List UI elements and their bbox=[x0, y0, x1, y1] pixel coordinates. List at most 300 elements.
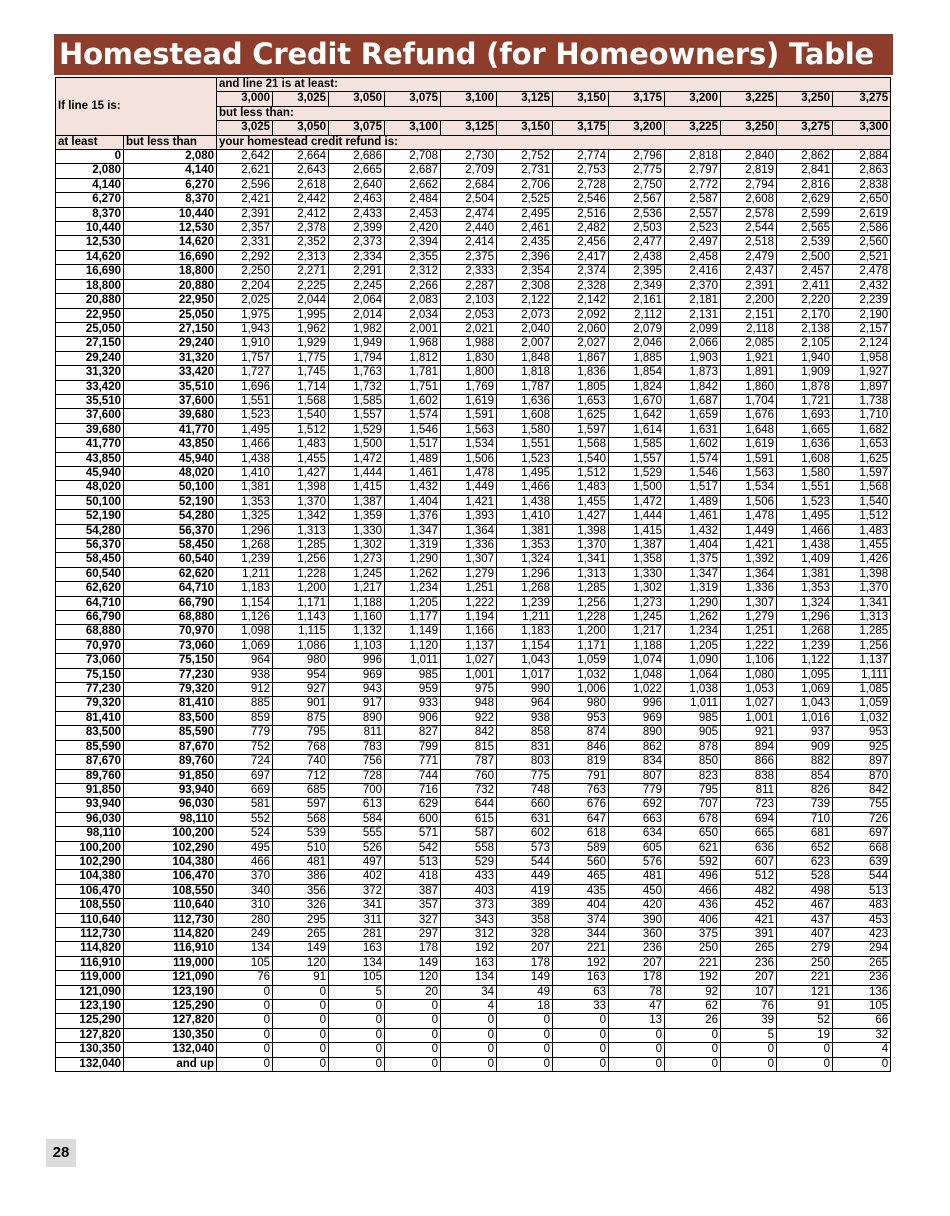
line15-less-than-cell: 41,770 bbox=[124, 423, 217, 437]
refund-amount-cell: 882 bbox=[777, 755, 833, 769]
table-row bbox=[56, 438, 891, 452]
refund-amount-cell: 2,608 bbox=[721, 193, 777, 207]
refund-amount-cell: 120 bbox=[273, 956, 329, 970]
refund-amount-cell: 878 bbox=[665, 740, 721, 754]
refund-amount-cell: 0 bbox=[665, 1057, 721, 1071]
table-row bbox=[56, 841, 891, 855]
refund-amount-cell: 629 bbox=[385, 798, 441, 812]
refund-amount-cell: 2,456 bbox=[553, 236, 609, 250]
line15-at-least-cell: 91,850 bbox=[56, 783, 124, 797]
refund-label: your homestead credit refund is: bbox=[217, 135, 891, 149]
refund-amount-cell: 1,353 bbox=[497, 539, 553, 553]
refund-amount-cell: 1,353 bbox=[777, 582, 833, 596]
refund-amount-cell: 1,854 bbox=[609, 366, 665, 380]
refund-amount-cell: 623 bbox=[777, 855, 833, 869]
refund-amount-cell: 665 bbox=[721, 827, 777, 841]
refund-amount-cell: 1,738 bbox=[833, 394, 891, 408]
table-row bbox=[56, 639, 891, 653]
refund-amount-cell: 811 bbox=[329, 726, 385, 740]
refund-amount-cell: 2,373 bbox=[329, 236, 385, 250]
refund-amount-cell: 1,500 bbox=[609, 481, 665, 495]
refund-amount-cell: 2,034 bbox=[385, 308, 441, 322]
refund-amount-cell: 1,438 bbox=[217, 452, 273, 466]
refund-amount-cell: 819 bbox=[553, 755, 609, 769]
refund-amount-cell: 373 bbox=[441, 899, 497, 913]
refund-amount-cell: 1,842 bbox=[665, 380, 721, 394]
refund-amount-cell: 2,477 bbox=[609, 236, 665, 250]
refund-amount-cell: 1,302 bbox=[329, 539, 385, 553]
line21-less-than-value: 3,075 bbox=[329, 121, 385, 135]
line15-less-than-cell: 62,620 bbox=[124, 567, 217, 581]
refund-amount-cell: 2,862 bbox=[777, 150, 833, 164]
refund-amount-cell: 2,557 bbox=[665, 207, 721, 221]
refund-amount-cell: 1,614 bbox=[609, 423, 665, 437]
line21-less-than-value: 3,025 bbox=[217, 121, 273, 135]
refund-amount-cell: 149 bbox=[385, 956, 441, 970]
refund-amount-cell: 560 bbox=[553, 855, 609, 869]
refund-amount-cell: 2,245 bbox=[329, 279, 385, 293]
line15-less-than-cell: 121,090 bbox=[124, 971, 217, 985]
refund-amount-cell: 799 bbox=[385, 740, 441, 754]
line15-less-than-cell: 33,420 bbox=[124, 366, 217, 380]
refund-amount-cell: 2,797 bbox=[665, 164, 721, 178]
line15-at-least-cell: 52,190 bbox=[56, 510, 124, 524]
table-row bbox=[56, 409, 891, 423]
refund-amount-cell: 236 bbox=[609, 942, 665, 956]
refund-amount-cell: 419 bbox=[497, 884, 553, 898]
refund-amount-cell: 1,098 bbox=[217, 625, 273, 639]
refund-amount-cell: 613 bbox=[329, 798, 385, 812]
refund-amount-cell: 636 bbox=[721, 841, 777, 855]
refund-amount-cell: 2,124 bbox=[833, 337, 891, 351]
refund-amount-cell: 402 bbox=[329, 870, 385, 884]
refund-amount-cell: 1,929 bbox=[273, 337, 329, 351]
line15-less-than-cell: 27,150 bbox=[124, 322, 217, 336]
refund-amount-cell: 26 bbox=[665, 1014, 721, 1028]
refund-amount-cell: 49 bbox=[497, 985, 553, 999]
refund-amount-cell: 436 bbox=[665, 899, 721, 913]
refund-amount-cell: 2,292 bbox=[217, 250, 273, 264]
refund-amount-cell: 1,290 bbox=[665, 596, 721, 610]
refund-amount-cell: 1,285 bbox=[273, 539, 329, 553]
refund-amount-cell: 0 bbox=[273, 985, 329, 999]
refund-amount-cell: 2,495 bbox=[497, 207, 553, 221]
refund-amount-cell: 1,427 bbox=[553, 510, 609, 524]
line15-at-least-cell: 50,100 bbox=[56, 495, 124, 509]
refund-amount-cell: 105 bbox=[833, 1000, 891, 1014]
line15-at-least-cell: 108,550 bbox=[56, 899, 124, 913]
refund-amount-cell: 985 bbox=[385, 668, 441, 682]
refund-amount-cell: 2,731 bbox=[497, 164, 553, 178]
refund-amount-cell: 1,234 bbox=[665, 625, 721, 639]
refund-amount-cell: 676 bbox=[553, 798, 609, 812]
refund-amount-cell: 581 bbox=[217, 798, 273, 812]
refund-amount-cell: 866 bbox=[721, 755, 777, 769]
table-row bbox=[56, 164, 891, 178]
refund-amount-cell: 1,848 bbox=[497, 351, 553, 365]
refund-amount-cell: 1,619 bbox=[441, 394, 497, 408]
refund-amount-cell: 663 bbox=[609, 812, 665, 826]
refund-amount-cell: 707 bbox=[665, 798, 721, 812]
refund-amount-cell: 387 bbox=[385, 884, 441, 898]
refund-amount-cell: 1,404 bbox=[665, 539, 721, 553]
refund-amount-cell: 2,432 bbox=[833, 279, 891, 293]
table-row bbox=[56, 855, 891, 869]
refund-amount-cell: 723 bbox=[721, 798, 777, 812]
refund-amount-cell: 2,105 bbox=[777, 337, 833, 351]
refund-amount-cell: 1,262 bbox=[665, 611, 721, 625]
refund-amount-cell: 953 bbox=[833, 726, 891, 740]
line15-at-least-cell: 110,640 bbox=[56, 913, 124, 927]
refund-amount-cell: 568 bbox=[273, 812, 329, 826]
refund-amount-cell: 644 bbox=[441, 798, 497, 812]
refund-amount-cell: 2,328 bbox=[553, 279, 609, 293]
refund-amount-cell: 1,115 bbox=[273, 625, 329, 639]
refund-amount-cell: 2,375 bbox=[441, 250, 497, 264]
refund-amount-cell: 1,122 bbox=[777, 654, 833, 668]
refund-amount-cell: 938 bbox=[217, 668, 273, 682]
refund-amount-cell: 1,551 bbox=[497, 438, 553, 452]
refund-amount-cell: 356 bbox=[273, 884, 329, 898]
refund-amount-cell: 1,370 bbox=[273, 495, 329, 509]
refund-amount-cell: 1,398 bbox=[553, 524, 609, 538]
refund-amount-cell: 922 bbox=[441, 711, 497, 725]
refund-amount-cell: 2,463 bbox=[329, 193, 385, 207]
refund-amount-cell: 1,540 bbox=[553, 452, 609, 466]
refund-amount-cell: 791 bbox=[553, 769, 609, 783]
line15-less-than-cell: 87,670 bbox=[124, 740, 217, 754]
table-row bbox=[56, 971, 891, 985]
line15-at-least-cell: 125,290 bbox=[56, 1014, 124, 1028]
refund-amount-cell: 779 bbox=[217, 726, 273, 740]
refund-amount-cell: 192 bbox=[553, 956, 609, 970]
refund-amount-cell: 980 bbox=[273, 654, 329, 668]
refund-amount-cell: 1,273 bbox=[609, 596, 665, 610]
refund-amount-cell: 2,503 bbox=[609, 222, 665, 236]
refund-amount-cell: 105 bbox=[217, 956, 273, 970]
refund-amount-cell: 1,557 bbox=[609, 452, 665, 466]
refund-amount-cell: 1,032 bbox=[553, 668, 609, 682]
line15-less-than-cell: 66,790 bbox=[124, 596, 217, 610]
at-least-column-header: at least bbox=[56, 135, 124, 149]
refund-amount-cell: 2,287 bbox=[441, 279, 497, 293]
refund-amount-cell: 2,516 bbox=[553, 207, 609, 221]
refund-amount-cell: 647 bbox=[553, 812, 609, 826]
line15-less-than-cell: 37,600 bbox=[124, 394, 217, 408]
refund-amount-cell: 1,188 bbox=[329, 596, 385, 610]
refund-amount-cell: 597 bbox=[273, 798, 329, 812]
refund-amount-cell: 280 bbox=[217, 913, 273, 927]
table-row bbox=[56, 683, 891, 697]
table-row bbox=[56, 697, 891, 711]
refund-amount-cell: 2,064 bbox=[329, 294, 385, 308]
refund-amount-cell: 875 bbox=[273, 711, 329, 725]
line15-at-least-cell: 83,500 bbox=[56, 726, 124, 740]
table-row bbox=[56, 596, 891, 610]
refund-amount-cell: 13 bbox=[609, 1014, 665, 1028]
refund-amount-cell: 2,841 bbox=[777, 164, 833, 178]
table-row bbox=[56, 539, 891, 553]
refund-amount-cell: 1,376 bbox=[385, 510, 441, 524]
refund-amount-cell: 281 bbox=[329, 927, 385, 941]
refund-amount-cell: 423 bbox=[833, 927, 891, 941]
refund-amount-cell: 178 bbox=[385, 942, 441, 956]
refund-amount-cell: 2,567 bbox=[609, 193, 665, 207]
refund-amount-cell: 207 bbox=[497, 942, 553, 956]
line15-at-least-cell: 123,190 bbox=[56, 1000, 124, 1014]
refund-amount-cell: 2,596 bbox=[217, 178, 273, 192]
refund-amount-cell: 1,495 bbox=[217, 423, 273, 437]
refund-amount-cell: 558 bbox=[441, 841, 497, 855]
refund-amount-cell: 2,536 bbox=[609, 207, 665, 221]
refund-amount-cell: 294 bbox=[833, 942, 891, 956]
line15-at-least-cell: 85,590 bbox=[56, 740, 124, 754]
refund-amount-cell: 1,177 bbox=[385, 611, 441, 625]
refund-amount-cell: 2,122 bbox=[497, 294, 553, 308]
line15-at-least-cell: 25,050 bbox=[56, 322, 124, 336]
line15-at-least-cell: 22,950 bbox=[56, 308, 124, 322]
refund-amount-cell: 1,489 bbox=[665, 495, 721, 509]
line15-at-least-cell: 12,530 bbox=[56, 236, 124, 250]
refund-amount-cell: 1,449 bbox=[721, 524, 777, 538]
refund-amount-cell: 1,461 bbox=[665, 510, 721, 524]
refund-amount-cell: 1,775 bbox=[273, 351, 329, 365]
refund-amount-cell: 526 bbox=[329, 841, 385, 855]
refund-amount-cell: 207 bbox=[609, 956, 665, 970]
refund-amount-cell: 1,222 bbox=[441, 596, 497, 610]
table-row bbox=[56, 827, 891, 841]
line15-at-least-cell: 68,880 bbox=[56, 625, 124, 639]
refund-amount-cell: 1,217 bbox=[329, 582, 385, 596]
refund-amount-cell: 1,648 bbox=[721, 423, 777, 437]
table-row bbox=[56, 567, 891, 581]
refund-amount-cell: 343 bbox=[441, 913, 497, 927]
table-row bbox=[56, 510, 891, 524]
table-row bbox=[56, 956, 891, 970]
refund-amount-cell: 1,205 bbox=[385, 596, 441, 610]
refund-amount-cell: 1,126 bbox=[217, 611, 273, 625]
refund-amount-cell: 404 bbox=[553, 899, 609, 913]
line15-header: If line 15 is: bbox=[56, 78, 217, 136]
refund-amount-cell: 2,819 bbox=[721, 164, 777, 178]
line15-less-than-cell: 89,760 bbox=[124, 755, 217, 769]
refund-amount-cell: 1,347 bbox=[665, 567, 721, 581]
refund-amount-cell: 1,137 bbox=[441, 639, 497, 653]
refund-amount-cell: 4 bbox=[833, 1043, 891, 1057]
table-row bbox=[56, 466, 891, 480]
refund-amount-cell: 700 bbox=[329, 783, 385, 797]
refund-amount-cell: 78 bbox=[609, 985, 665, 999]
table-row bbox=[56, 423, 891, 437]
refund-amount-cell: 1,330 bbox=[329, 524, 385, 538]
refund-amount-cell: 2,374 bbox=[553, 265, 609, 279]
line15-less-than-cell: 50,100 bbox=[124, 481, 217, 495]
refund-amount-cell: 0 bbox=[217, 1000, 273, 1014]
refund-amount-cell: 121 bbox=[777, 985, 833, 999]
table-row bbox=[56, 337, 891, 351]
refund-amount-cell: 909 bbox=[777, 740, 833, 754]
refund-amount-cell: 2,334 bbox=[329, 250, 385, 264]
refund-amount-cell: 980 bbox=[553, 697, 609, 711]
table-row bbox=[56, 222, 891, 236]
refund-amount-cell: 510 bbox=[273, 841, 329, 855]
refund-amount-cell: 779 bbox=[609, 783, 665, 797]
line15-less-than-cell: 102,290 bbox=[124, 841, 217, 855]
refund-amount-cell: 1,727 bbox=[217, 366, 273, 380]
refund-amount-cell: 2,354 bbox=[497, 265, 553, 279]
refund-amount-cell: 1,336 bbox=[441, 539, 497, 553]
refund-amount-cell: 250 bbox=[665, 942, 721, 956]
refund-amount-cell: 2,684 bbox=[441, 178, 497, 192]
refund-amount-cell: 221 bbox=[553, 942, 609, 956]
refund-amount-cell: 2,151 bbox=[721, 308, 777, 322]
refund-amount-cell: 1,166 bbox=[441, 625, 497, 639]
line15-less-than-cell: 4,140 bbox=[124, 164, 217, 178]
refund-amount-cell: 1,710 bbox=[833, 409, 891, 423]
refund-amount-cell: 52 bbox=[777, 1014, 833, 1028]
refund-amount-cell: 435 bbox=[553, 884, 609, 898]
refund-amount-cell: 1,466 bbox=[217, 438, 273, 452]
line15-less-than-cell: 52,190 bbox=[124, 495, 217, 509]
line15-at-least-cell: 6,270 bbox=[56, 193, 124, 207]
refund-amount-cell: 1,392 bbox=[721, 553, 777, 567]
line15-less-than-cell: 93,940 bbox=[124, 783, 217, 797]
refund-amount-cell: 2,599 bbox=[777, 207, 833, 221]
refund-amount-cell: 1,472 bbox=[609, 495, 665, 509]
table-row bbox=[56, 711, 891, 725]
refund-amount-cell: 529 bbox=[441, 855, 497, 869]
refund-amount-cell: 1,027 bbox=[721, 697, 777, 711]
refund-amount-cell: 1,529 bbox=[609, 466, 665, 480]
refund-amount-cell: 1,341 bbox=[833, 596, 891, 610]
refund-amount-cell: 650 bbox=[665, 827, 721, 841]
refund-amount-cell: 795 bbox=[273, 726, 329, 740]
refund-amount-cell: 2,001 bbox=[385, 322, 441, 336]
refund-amount-cell: 1,290 bbox=[385, 553, 441, 567]
refund-amount-cell: 2,414 bbox=[441, 236, 497, 250]
line15-at-least-cell: 112,730 bbox=[56, 927, 124, 941]
refund-amount-cell: 2,619 bbox=[833, 207, 891, 221]
refund-amount-cell: 631 bbox=[497, 812, 553, 826]
refund-amount-cell: 1,523 bbox=[497, 452, 553, 466]
refund-amount-cell: 1,608 bbox=[497, 409, 553, 423]
refund-amount-cell: 0 bbox=[385, 1057, 441, 1071]
refund-amount-cell: 372 bbox=[329, 884, 385, 898]
refund-amount-cell: 660 bbox=[497, 798, 553, 812]
refund-amount-cell: 452 bbox=[721, 899, 777, 913]
refund-amount-cell: 2,478 bbox=[833, 265, 891, 279]
refund-amount-cell: 1,381 bbox=[497, 524, 553, 538]
refund-amount-cell: 1,500 bbox=[329, 438, 385, 452]
refund-amount-cell: 2,239 bbox=[833, 294, 891, 308]
refund-amount-cell: 2,421 bbox=[217, 193, 273, 207]
refund-amount-cell: 2,291 bbox=[329, 265, 385, 279]
table-row bbox=[56, 1028, 891, 1042]
refund-amount-cell: 2,079 bbox=[609, 322, 665, 336]
refund-amount-cell: 917 bbox=[329, 697, 385, 711]
refund-amount-cell: 0 bbox=[329, 1043, 385, 1057]
refund-amount-cell: 2,271 bbox=[273, 265, 329, 279]
refund-amount-cell: 34 bbox=[441, 985, 497, 999]
refund-amount-cell: 1,523 bbox=[777, 495, 833, 509]
refund-amount-cell: 964 bbox=[217, 654, 273, 668]
refund-amount-cell: 0 bbox=[553, 1057, 609, 1071]
refund-amount-cell: 1,687 bbox=[665, 394, 721, 408]
line15-less-than-cell: 100,200 bbox=[124, 827, 217, 841]
line21-less-than-value: 3,300 bbox=[833, 121, 891, 135]
refund-amount-cell: 2,357 bbox=[217, 222, 273, 236]
refund-amount-cell: 1,245 bbox=[329, 567, 385, 581]
refund-amount-cell: 2,014 bbox=[329, 308, 385, 322]
refund-amount-cell: 1,693 bbox=[777, 409, 833, 423]
refund-amount-cell: 639 bbox=[833, 855, 891, 869]
refund-amount-cell: 2,112 bbox=[609, 308, 665, 322]
refund-amount-cell: 1,415 bbox=[329, 481, 385, 495]
table-row bbox=[56, 812, 891, 826]
refund-amount-cell: 2,752 bbox=[497, 150, 553, 164]
refund-amount-cell: 1,449 bbox=[441, 481, 497, 495]
refund-amount-cell: 33 bbox=[553, 1000, 609, 1014]
refund-amount-cell: 901 bbox=[273, 697, 329, 711]
refund-amount-cell: 0 bbox=[609, 1043, 665, 1057]
refund-amount-cell: 1,818 bbox=[497, 366, 553, 380]
refund-amount-cell: 2,433 bbox=[329, 207, 385, 221]
refund-amount-cell: 341 bbox=[329, 899, 385, 913]
refund-amount-cell: 0 bbox=[721, 1057, 777, 1071]
table-row bbox=[56, 884, 891, 898]
line15-less-than-cell: 14,620 bbox=[124, 236, 217, 250]
line15-at-least-cell: 20,880 bbox=[56, 294, 124, 308]
refund-amount-cell: 2,728 bbox=[553, 178, 609, 192]
less-than-label: but less than: bbox=[217, 106, 891, 120]
table-row bbox=[56, 553, 891, 567]
refund-amount-cell: 1,256 bbox=[833, 639, 891, 653]
table-row bbox=[56, 279, 891, 293]
refund-amount-cell: 2,352 bbox=[273, 236, 329, 250]
refund-amount-cell: 1,757 bbox=[217, 351, 273, 365]
refund-amount-cell: 2,220 bbox=[777, 294, 833, 308]
refund-amount-cell: 389 bbox=[497, 899, 553, 913]
refund-amount-cell: 0 bbox=[217, 1028, 273, 1042]
refund-amount-cell: 1,968 bbox=[385, 337, 441, 351]
line21-less-than-value: 3,100 bbox=[385, 121, 441, 135]
refund-amount-cell: 496 bbox=[665, 870, 721, 884]
refund-amount-cell: 783 bbox=[329, 740, 385, 754]
line21-at-least-value: 3,025 bbox=[273, 92, 329, 106]
refund-amount-cell: 2,640 bbox=[329, 178, 385, 192]
refund-amount-cell: 0 bbox=[441, 1028, 497, 1042]
table-row bbox=[56, 524, 891, 538]
refund-amount-cell: 0 bbox=[553, 1028, 609, 1042]
line15-less-than-cell: 20,880 bbox=[124, 279, 217, 293]
line15-at-least-cell: 100,200 bbox=[56, 841, 124, 855]
refund-amount-cell: 1,262 bbox=[385, 567, 441, 581]
refund-amount-cell: 178 bbox=[497, 956, 553, 970]
refund-amount-cell: 2,157 bbox=[833, 322, 891, 336]
refund-amount-cell: 1,200 bbox=[273, 582, 329, 596]
refund-amount-cell: 2,092 bbox=[553, 308, 609, 322]
table-row bbox=[56, 985, 891, 999]
table-row bbox=[56, 798, 891, 812]
refund-amount-cell: 1,800 bbox=[441, 366, 497, 380]
refund-amount-cell: 937 bbox=[777, 726, 833, 740]
refund-amount-cell: 838 bbox=[721, 769, 777, 783]
refund-amount-cell: 2,396 bbox=[497, 250, 553, 264]
refund-amount-cell: 1,910 bbox=[217, 337, 273, 351]
refund-amount-cell: 483 bbox=[833, 899, 891, 913]
refund-amount-cell: 850 bbox=[665, 755, 721, 769]
line15-less-than-cell: 106,470 bbox=[124, 870, 217, 884]
